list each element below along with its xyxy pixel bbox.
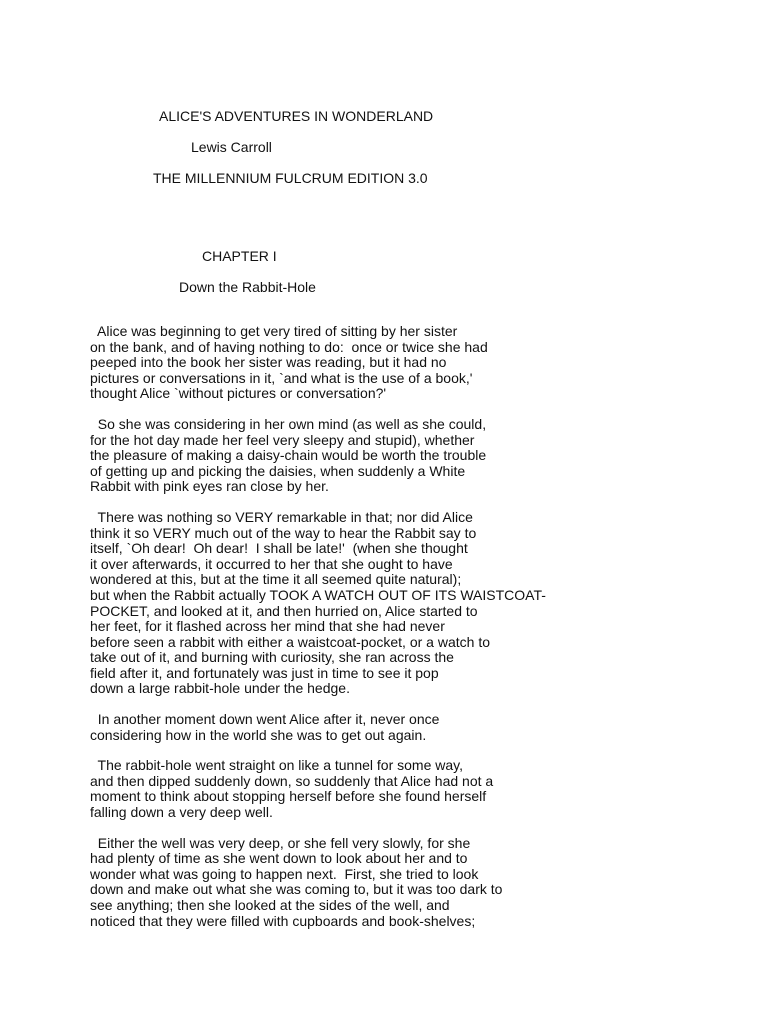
text-line: take out of it, and burning with curiosity, she ran across the [90, 649, 454, 666]
text-line: think it so VERY much out of the way to hear the Rabbit say to [90, 524, 477, 541]
text-line: field after it, and fortunately was just in time to see it pop [90, 664, 439, 681]
book-title: ALICE'S ADVENTURES IN WONDERLAND [159, 108, 434, 124]
text-line: considering how in the world she was to get out again. [90, 726, 427, 743]
body-text [90, 324, 750, 944]
text-line: There was nothing so VERY remarkable in that; nor did Alice [90, 508, 473, 525]
text-line: on the bank, and of having nothing to do: once or twice she had [90, 338, 488, 355]
text-line: of getting up and picking the daisies, when suddenly a White [90, 462, 466, 479]
text-line: In another moment down went Alice after it, never once [90, 711, 440, 728]
text-line: her feet, for it flashed across her mind that she had never [90, 618, 445, 635]
paragraph [90, 712, 750, 743]
paragraph [90, 510, 750, 697]
text-line: wonder what was going to happen next. First, she tried to look [90, 865, 479, 882]
chapter-title: Down the Rabbit-Hole [179, 279, 316, 295]
text-line: The rabbit-hole went straight on like a tunnel for some way, [90, 757, 464, 774]
text-line: itself, `Oh dear! Oh dear! I shall be late!' (when she thought [90, 540, 468, 557]
text-line: Alice was beginning to get very tired of sitting by her sister [90, 323, 458, 339]
text-line: it over afterwards, it occurred to her that she ought to have [90, 555, 453, 572]
paragraph [90, 836, 750, 930]
text-line: wondered at this, but at the time it all seemed quite natural); [90, 571, 462, 588]
paragraph [90, 417, 750, 495]
text-line: thought Alice `without pictures or conversation?' [90, 385, 387, 402]
chapter-heading: CHAPTER I [202, 248, 277, 264]
text-line: noticed that they were filled with cupboards and book-shelves; [90, 912, 476, 929]
text-line: had plenty of time as she went down to look about her and to [90, 850, 468, 867]
text-line: falling down a very deep well. [90, 804, 273, 821]
paragraph [90, 758, 750, 820]
edition-line: THE MILLENNIUM FULCRUM EDITION 3.0 [153, 170, 428, 186]
text-line: Either the well was very deep, or she fell very slowly, for she [90, 834, 471, 851]
text-line: POCKET, and looked at it, and then hurried on, Alice started to [90, 602, 478, 619]
text-line: see anything; then she looked at the sides of the well, and [90, 897, 450, 913]
author-name: Lewis Carroll [191, 139, 272, 155]
text-line: So she was considering in her own mind (as well as she could, [90, 415, 487, 432]
text-line: Rabbit with pink eyes ran close by her. [90, 478, 329, 495]
text-line: and then dipped suddenly down, so suddenly that Alice had not a [90, 772, 494, 789]
text-line: peeped into the book her sister was reading, but it had no [90, 354, 447, 371]
text-line: before seen a rabbit with either a waistcoat-pocket, or a watch to [90, 633, 490, 650]
text-line: down and make out what she was coming to, but it was too dark to [90, 881, 503, 898]
paragraph [90, 324, 750, 402]
text-line: but when the Rabbit actually TOOK A WATCH OUT OF ITS WAISTCOAT- [90, 586, 546, 603]
text-line: pictures or conversations in it, `and what is the use of a book,' [90, 369, 473, 386]
text-line: down a large rabbit-hole under the hedge. [90, 680, 350, 697]
text-line: the pleasure of making a daisy-chain would be worth the trouble [90, 447, 487, 464]
text-line: moment to think about stopping herself before she found herself [90, 788, 487, 805]
text-line: for the hot day made her feel very sleepy and stupid), whether [90, 431, 475, 448]
